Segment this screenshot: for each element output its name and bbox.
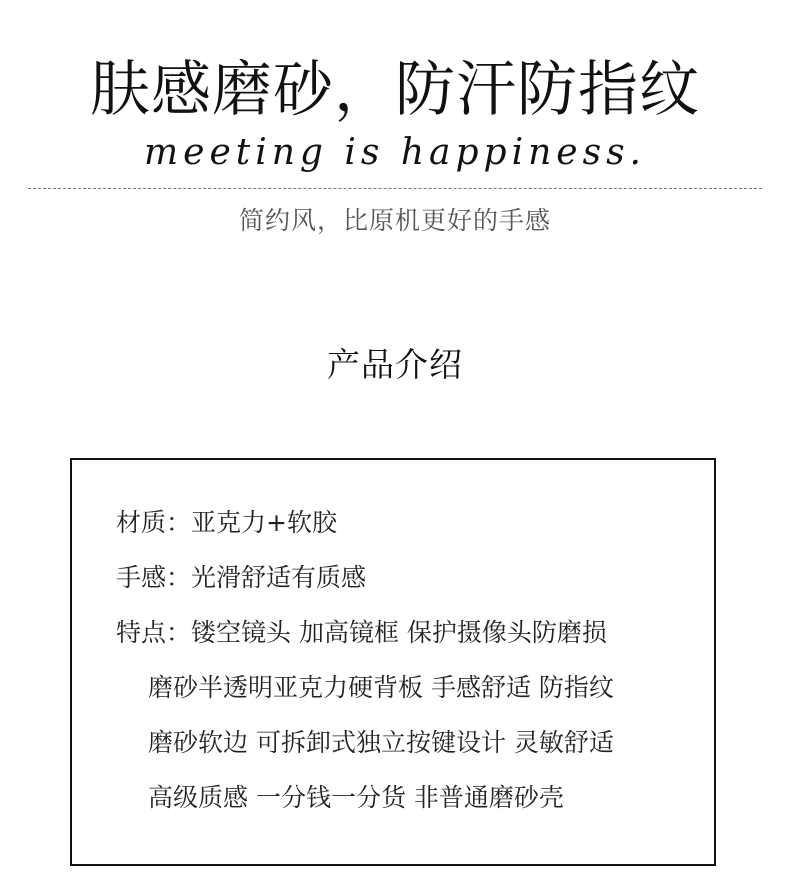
spec-features-line-2: 磨砂半透明亚克力硬背板 手感舒适 防指纹	[148, 673, 614, 702]
script-tagline: meeting is happiness.	[144, 132, 646, 173]
headline: 肤感磨砂，防汗防指纹	[90, 55, 700, 125]
spec-feel: 手感：光滑舒适有质感	[116, 563, 367, 592]
spec-box	[70, 458, 716, 866]
section-title: 产品介绍	[327, 345, 463, 384]
spec-features-line-4: 高级质感 一分钱一分货 非普通磨砂壳	[148, 783, 564, 812]
spec-material: 材质：亚克力+软胶	[116, 508, 337, 537]
subtitle: 简约风，比原机更好的手感	[238, 206, 551, 235]
spec-features-line-3: 磨砂软边 可拆卸式独立按键设计 灵敏舒适	[148, 728, 614, 757]
spec-features-line-1: 特点：镂空镜头 加高镜框 保护摄像头防磨损	[116, 618, 607, 647]
dashed-divider	[28, 188, 762, 189]
